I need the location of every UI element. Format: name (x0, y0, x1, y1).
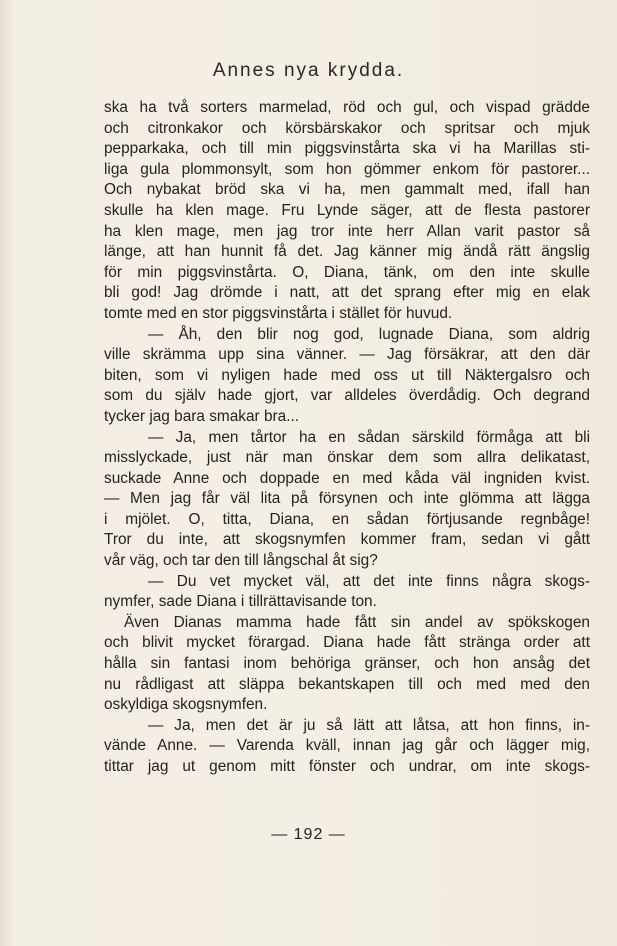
page-number: — 192 — (271, 826, 346, 843)
text-line: tycker jag bara smakar bra... (104, 407, 300, 425)
text-line: — Åh, den blir nog god, lugnade Diana, som aldrig (148, 325, 590, 343)
text-line: i mjölet. O, titta, Diana, en sådan förtjusande regnbåge! (104, 510, 590, 528)
text-line: liga gula plommonsylt, som hon gömmer enkom för pastorer... (104, 160, 590, 178)
text-line: biten, som vi nyligen hade med oss ut till Näktergalsro och (104, 366, 590, 384)
text-line: Och nybakat bröd ska vi ha, men gammalt med, ifall han (104, 181, 590, 199)
text-line: — Ja, men det är ju så lätt att låtsa, att hon finns, in- (148, 716, 590, 734)
text-line: tomte med en stor piggsvinstårta i stället för huvud. (104, 304, 453, 322)
text-line: vår väg, och tar den till långschal åt sig? (104, 552, 378, 570)
text-line: suckade Anne och doppade en med kåda väl ingniden kvist. (104, 469, 590, 487)
text-line: Även Dianas mamma hade fått sin andel av spökskogen (124, 613, 590, 631)
text-line: bli god! Jag drömde i natt, att det sprang efter mig en elak (104, 284, 590, 302)
text-line: skulle ha klen mage. Fru Lynde säger, att de flesta pastorer (104, 201, 590, 219)
text-line: ha klen mage, men jag tror inte herr Allan varit pastor så (104, 222, 590, 240)
text-line: pepparkaka, och till min piggsvinstårta ska vi ha Marillas sti- (104, 140, 590, 158)
text-line: ska ha två sorters marmelad, röd och gul, och vispad grädde (104, 99, 590, 116)
text-line: nymfer, sade Diana i tillrättavisande ton. (104, 593, 377, 611)
text-line: vände Anne. — Varenda kväll, innan jag går och lägger mig, (104, 737, 590, 755)
text-line: tittar jag ut genom mitt fönster och undrar, om inte skogs- (104, 758, 590, 775)
text-line: oskyldiga skogsnymfen. (104, 696, 268, 714)
text-line: Tror du inte, att skogsnymfen kommer fram, sedan vi gått (104, 531, 590, 549)
text-line: ville skrämma upp sina vänner. — Jag försäkrar, att den där (104, 346, 590, 364)
text-line: — Du vet mycket väl, att det inte finns några skogs- (148, 572, 590, 590)
page-title: Annes nya krydda. (212, 60, 405, 81)
text-line: misslyckade, just när man önskar dem som allra delikatast, (104, 449, 590, 467)
body-text (104, 98, 590, 778)
text-line: och blivit mycket förargad. Diana hade fått stränga order att (104, 634, 590, 652)
text-line: — Ja, men tårtor ha en sådan särskild förmåga att bli (148, 428, 590, 446)
text-line: som du själv hade gjort, var alldeles överdådig. Och degrand (104, 387, 590, 405)
text-line: hålla sin fantasi inom behöriga gränser, och hon ansåg det (104, 655, 590, 673)
text-line: länge, att han hunnit få det. Jag känner mig ändå rätt ängslig (104, 243, 590, 261)
text-line: — Men jag får väl lita på försynen och inte glömma att lägga (104, 490, 590, 508)
text-line: och citronkakor och körsbärskakor och spritsar och mjuk (104, 119, 590, 137)
text-line: nu rådligast att släppa bekantskapen till och med med den (104, 675, 590, 693)
text-line: för min piggsvinstårta. O, Diana, tänk, om den inte skulle (104, 263, 590, 281)
